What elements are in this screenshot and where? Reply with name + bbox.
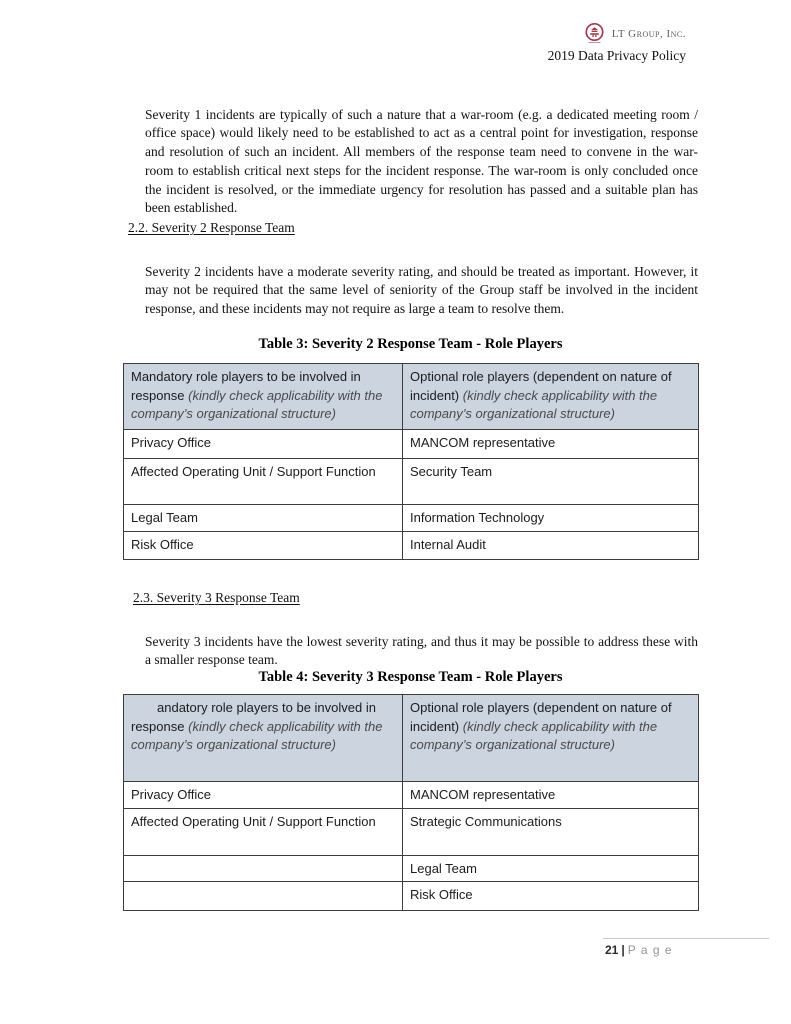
page-number: 21 (605, 943, 619, 957)
table3-cell-optional: Security Team (403, 459, 699, 505)
table4-cell-mandatory: Privacy Office (124, 782, 403, 809)
table4-cell-mandatory: Affected Operating Unit / Support Function (124, 809, 403, 856)
lt-group-emblem-icon (583, 22, 606, 45)
page-word: P a g e (627, 943, 673, 957)
table-row (124, 782, 699, 809)
footer-divider (603, 938, 769, 939)
table4-severity3-role-players (123, 694, 699, 911)
table3-cell-mandatory: Legal Team (124, 505, 403, 532)
table4-cell-optional: Risk Office (403, 882, 699, 911)
table4-mandatory-note: (kindly check applicability with the company’s organizational structure) (131, 718, 383, 752)
table4-cell-mandatory (124, 856, 403, 882)
table4-cell-mandatory (124, 882, 403, 911)
table3-optional-header: Optional role players (dependent on nature of incident) (410, 369, 672, 403)
table3-mandatory-note: (kindly check applicability with the company’s organizational structure) (131, 387, 383, 421)
page-header (548, 22, 686, 64)
company-name: LT Group, Inc. (611, 27, 686, 40)
table3-mandatory-header-cell (124, 364, 403, 430)
table4-cell-optional: Strategic Communications (403, 809, 699, 856)
document-title: 2019 Data Privacy Policy (547, 48, 686, 63)
table3-cell-optional: Information Technology (403, 505, 699, 532)
table-row (124, 856, 699, 882)
table4-cell-optional: Legal Team (403, 856, 699, 882)
table4-caption: Table 4: Severity 3 Response Team - Role Players (258, 669, 563, 685)
table3-mandatory-header: Mandatory role players to be involved in response (131, 369, 361, 403)
severity2-paragraph: Severity 2 incidents have a moderate severity rating, and should be treated as important. However, it may not be required that the same level of seniority of the Group staff be involved in the incident response, and these incidents may not require as large a team to resolve them. (145, 263, 698, 317)
table3-cell-mandatory: Risk Office (124, 532, 403, 560)
table-row (124, 459, 699, 505)
table-row (124, 532, 699, 560)
table-row (124, 882, 699, 911)
table3-optional-header-cell (403, 364, 699, 430)
table3-caption: Table 3: Severity 2 Response Team - Role Players (258, 336, 563, 352)
table4-mandatory-header-cell (124, 695, 403, 782)
table4-cell-optional: MANCOM representative (403, 782, 699, 809)
table4-optional-header: Optional role players (dependent on nature of incident) (410, 700, 672, 734)
table4-mandatory-header: andatory role players to be involved in response (kindly check applicability with the company’s organizational structure) (131, 700, 383, 752)
severity1-paragraph: Severity 1 incidents are typically of such a nature that a war-room (e.g. a dedicated meeting room / office space) would likely need to be established to act as a central point for investigation, response and resolution of such an incident. All members of the response team need to convene in the war-room to establish critical next steps for the incident response. The war-room is only concluded once the incident is resolved, or the immediate urgency for resolution has passed and a suitable plan has been established. (145, 106, 698, 216)
section-2-3-heading: 2.3. Severity 3 Response Team (133, 590, 300, 605)
table3-cell-optional: Internal Audit (403, 532, 699, 560)
table-row (124, 809, 699, 856)
table3-cell-mandatory: Affected Operating Unit / Support Function (124, 459, 403, 505)
table3-cell-optional: MANCOM representative (403, 430, 699, 459)
page-footer (605, 943, 673, 957)
table-row (124, 505, 699, 532)
table-row (124, 430, 699, 459)
table3-optional-note: (kindly check applicability with the company’s organizational structure) (410, 387, 658, 421)
footer-separator: | (621, 943, 625, 957)
table3-cell-mandatory: Privacy Office (124, 430, 403, 459)
table4-optional-header-cell (403, 695, 699, 782)
table3-severity2-role-players (123, 363, 699, 560)
section-2-2-heading: 2.2. Severity 2 Response Team (128, 220, 295, 235)
severity3-paragraph: Severity 3 incidents have the lowest severity rating, and thus it may be possible to address these with a smaller response team. (145, 633, 698, 668)
table4-optional-note: (kindly check applicability with the company’s organizational structure) (410, 718, 658, 752)
